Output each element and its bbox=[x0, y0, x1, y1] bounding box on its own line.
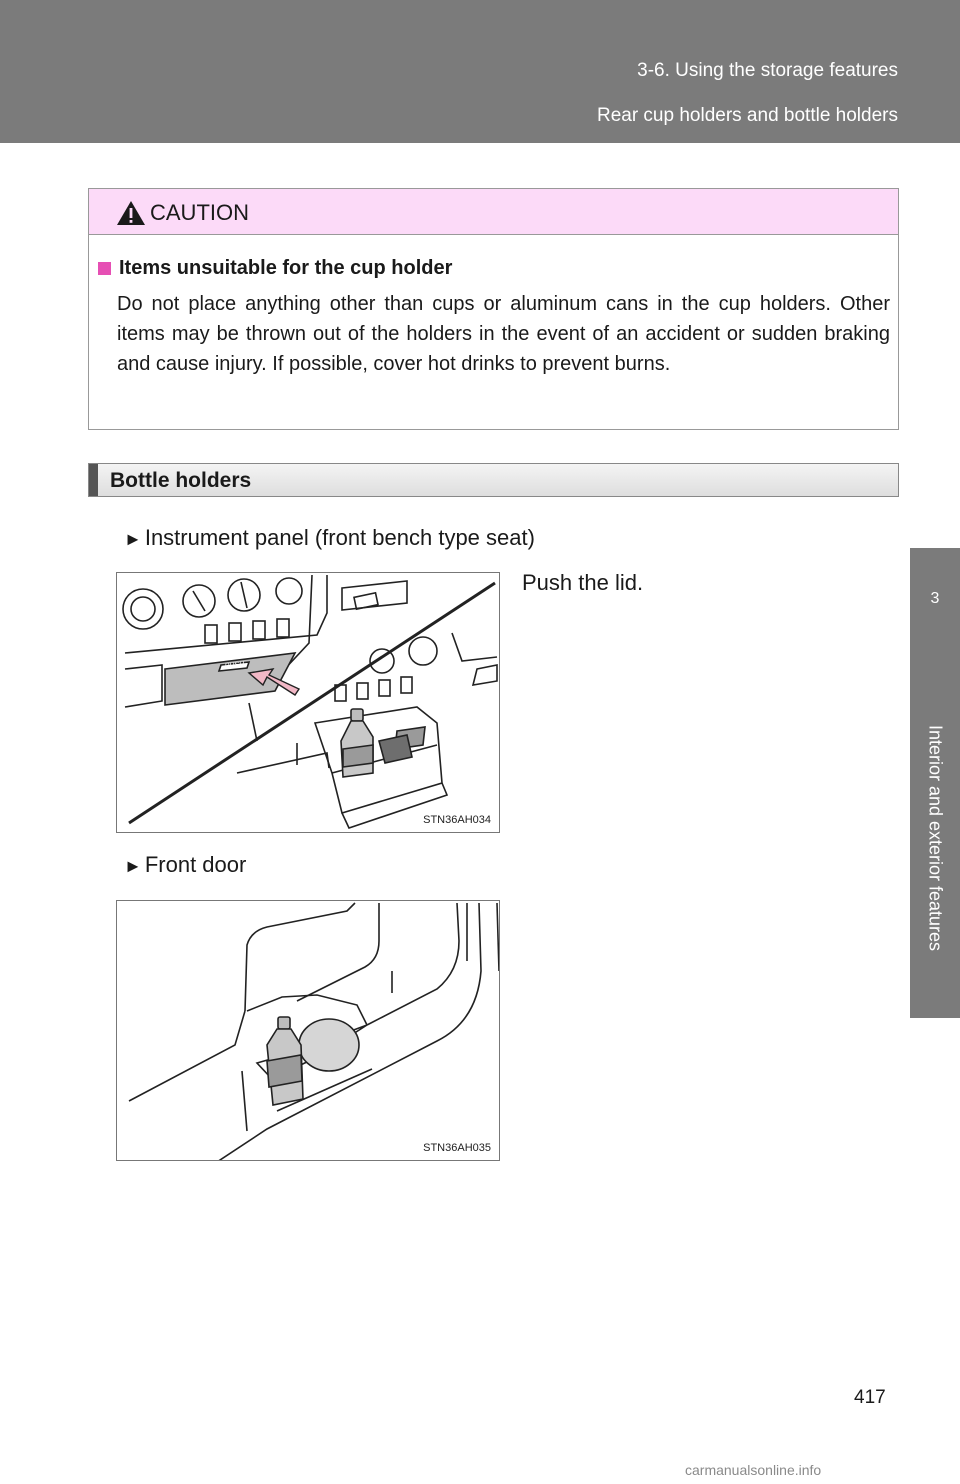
sub-item-front-door bbox=[124, 852, 246, 878]
caution-header bbox=[89, 189, 898, 235]
section-title: Bottle holders bbox=[110, 469, 252, 492]
chapter-side-tab bbox=[910, 548, 960, 1018]
header-subsection-title: Rear cup holders and bottle holders bbox=[596, 105, 898, 126]
sub-item-instrument-panel bbox=[124, 525, 535, 551]
instruction-text: Push the lid. bbox=[522, 570, 644, 595]
warning-triangle-icon bbox=[116, 200, 146, 226]
section-heading-bar bbox=[89, 464, 98, 496]
figure-front-door bbox=[116, 900, 500, 1161]
caution-item-title-text: Items unsuitable for the cup holder bbox=[119, 257, 453, 279]
figure-instrument-panel bbox=[116, 572, 500, 833]
figure-code: STN36AH034 bbox=[423, 814, 491, 826]
right-pointer-icon: ► bbox=[124, 856, 142, 876]
caution-box bbox=[88, 188, 899, 430]
right-pointer-icon: ► bbox=[124, 529, 142, 549]
page-number: 417 bbox=[854, 1387, 886, 1408]
chapter-number: 3 bbox=[930, 590, 940, 607]
chapter-label: Interior and exterior features bbox=[925, 724, 946, 952]
caution-item-heading bbox=[98, 257, 452, 280]
bullet-square-icon bbox=[98, 262, 111, 275]
figure-code: STN36AH035 bbox=[423, 1142, 491, 1154]
section-heading bbox=[88, 463, 899, 497]
sub-item-label: Instrument panel (front bench type seat) bbox=[144, 525, 535, 550]
header-section-title: 3-6. Using the storage features bbox=[637, 60, 898, 81]
front-door-illustration bbox=[117, 901, 500, 1161]
caution-title: CAUTION bbox=[150, 200, 249, 225]
instrument-panel-illustration bbox=[117, 573, 500, 833]
sub-item-label: Front door bbox=[144, 852, 247, 877]
push-label: PUSH bbox=[224, 660, 245, 670]
watermark-text: carmanualsonline.info bbox=[685, 1462, 822, 1478]
page-header bbox=[0, 0, 960, 143]
caution-body-text: Do not place anything other than cups or aluminum cans in the cup holders. Other items may be thrown out of the holders in the event of an accident or sudden braking and cause injury. If possible, cover hot drinks to prevent burns. bbox=[117, 293, 890, 375]
